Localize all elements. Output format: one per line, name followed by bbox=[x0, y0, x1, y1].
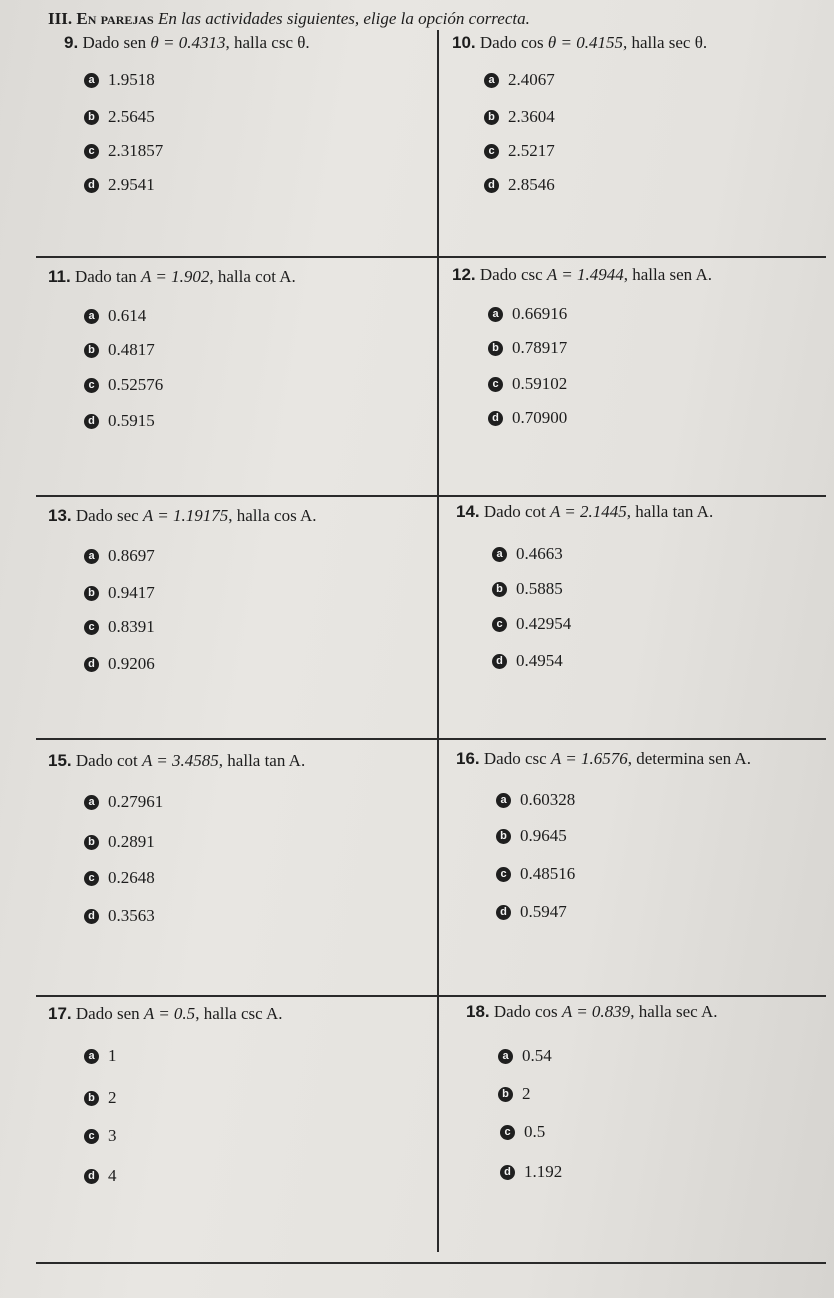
section-title: En parejas bbox=[76, 9, 154, 28]
option-letter-badge: b bbox=[492, 582, 507, 597]
option-letter-badge: a bbox=[84, 1049, 99, 1064]
option-a[interactable]: a 0.8697 bbox=[84, 546, 155, 566]
row-divider bbox=[36, 495, 826, 497]
option-letter-badge: d bbox=[488, 411, 503, 426]
question-17: 17. Dado sen A = 0.5, halla csc A. bbox=[48, 1004, 283, 1023]
option-letter-badge: d bbox=[84, 657, 99, 672]
row-divider bbox=[36, 738, 826, 740]
option-d[interactable]: d 2.8546 bbox=[484, 175, 555, 195]
option-letter-badge: c bbox=[84, 1129, 99, 1144]
row-divider bbox=[36, 1262, 826, 1264]
option-b[interactable]: b 0.9645 bbox=[496, 826, 567, 846]
option-d[interactable]: d 0.9206 bbox=[84, 654, 155, 674]
option-b[interactable]: b 0.2891 bbox=[84, 832, 155, 852]
question-10: 10. Dado cos θ = 0.4155, halla sec θ. bbox=[452, 33, 708, 52]
question-number: 16. bbox=[456, 749, 480, 768]
section-instruction: En las actividades siguientes, elige la opción correcta. bbox=[157, 9, 530, 28]
option-letter-badge: a bbox=[484, 73, 499, 88]
option-a[interactable]: a 0.66916 bbox=[488, 304, 567, 324]
option-a[interactable]: a 0.614 bbox=[84, 306, 146, 326]
option-letter-badge: b bbox=[84, 586, 99, 601]
option-letter-badge: b bbox=[496, 829, 511, 844]
option-b[interactable]: b 0.78917 bbox=[488, 338, 567, 358]
option-letter-badge: b bbox=[498, 1087, 513, 1102]
option-letter-badge: c bbox=[84, 378, 99, 393]
option-letter-badge: a bbox=[84, 309, 99, 324]
option-letter-badge: a bbox=[84, 549, 99, 564]
option-a[interactable]: a 2.4067 bbox=[484, 70, 555, 90]
question-13: 13. Dado sec A = 1.19175, halla cos A. bbox=[48, 506, 317, 525]
question-12: 12. Dado csc A = 1.4944, halla sen A. bbox=[452, 265, 713, 284]
row-divider bbox=[36, 256, 826, 258]
option-letter-badge: c bbox=[488, 377, 503, 392]
option-letter-badge: d bbox=[84, 1169, 99, 1184]
option-letter-badge: b bbox=[84, 343, 99, 358]
option-b[interactable]: b 0.9417 bbox=[84, 583, 155, 603]
section-header bbox=[48, 9, 530, 29]
option-d[interactable]: d 0.70900 bbox=[488, 408, 567, 428]
option-letter-badge: d bbox=[84, 909, 99, 924]
section-number: III. bbox=[48, 9, 73, 28]
option-d[interactable]: d 0.4954 bbox=[492, 651, 563, 671]
question-16: 16. Dado csc A = 1.6576, determina sen A. bbox=[456, 749, 751, 768]
option-letter-badge: a bbox=[84, 73, 99, 88]
question-18: 18. Dado cos A = 0.839, halla sec A. bbox=[466, 1002, 718, 1021]
option-c[interactable]: c 3 bbox=[84, 1126, 117, 1146]
option-d[interactable]: d 0.5947 bbox=[496, 902, 567, 922]
option-d[interactable]: d 2.9541 bbox=[84, 175, 155, 195]
option-c[interactable]: c 0.2648 bbox=[84, 868, 155, 888]
option-b[interactable]: b 2 bbox=[498, 1084, 531, 1104]
option-letter-badge: a bbox=[84, 795, 99, 810]
option-letter-badge: c bbox=[492, 617, 507, 632]
option-c[interactable]: c 0.48516 bbox=[496, 864, 575, 884]
option-letter-badge: c bbox=[496, 867, 511, 882]
option-letter-badge: d bbox=[496, 905, 511, 920]
option-letter-badge: a bbox=[496, 793, 511, 808]
question-number: 12. bbox=[452, 265, 476, 284]
option-letter-badge: b bbox=[488, 341, 503, 356]
option-d[interactable]: d 0.5915 bbox=[84, 411, 155, 431]
option-c[interactable]: c 0.59102 bbox=[488, 374, 567, 394]
option-letter-badge: c bbox=[484, 144, 499, 159]
question-14: 14. Dado cot A = 2.1445, halla tan A. bbox=[456, 502, 714, 521]
question-9: 9. Dado sen θ = 0.4313, halla csc θ. bbox=[64, 33, 310, 52]
option-letter-badge: b bbox=[84, 835, 99, 850]
question-number: 9. bbox=[64, 33, 79, 52]
option-c[interactable]: c 0.8391 bbox=[84, 617, 155, 637]
column-divider bbox=[437, 30, 439, 1252]
question-number: 11. bbox=[48, 267, 71, 286]
option-b[interactable]: b 0.4817 bbox=[84, 340, 155, 360]
question-number: 17. bbox=[48, 1004, 72, 1023]
option-c[interactable]: c 0.42954 bbox=[492, 614, 571, 634]
option-a[interactable]: a 1.9518 bbox=[84, 70, 155, 90]
option-letter-badge: c bbox=[84, 620, 99, 635]
option-a[interactable]: a 1 bbox=[84, 1046, 117, 1066]
option-letter-badge: a bbox=[498, 1049, 513, 1064]
option-b[interactable]: b 2.5645 bbox=[84, 107, 155, 127]
option-c[interactable]: c 2.5217 bbox=[484, 141, 555, 161]
option-letter-badge: d bbox=[84, 414, 99, 429]
option-letter-badge: d bbox=[484, 178, 499, 193]
option-letter-badge: b bbox=[84, 110, 99, 125]
option-letter-badge: d bbox=[492, 654, 507, 669]
option-letter-badge: c bbox=[84, 871, 99, 886]
question-number: 13. bbox=[48, 506, 72, 525]
option-d[interactable]: d 4 bbox=[84, 1166, 117, 1186]
question-number: 15. bbox=[48, 751, 72, 770]
option-letter-badge: d bbox=[84, 178, 99, 193]
question-11: 11. Dado tan A = 1.902, halla cot A. bbox=[48, 267, 296, 286]
option-d[interactable]: d 0.3563 bbox=[84, 906, 155, 926]
option-b[interactable]: b 0.5885 bbox=[492, 579, 563, 599]
option-a[interactable]: a 0.27961 bbox=[84, 792, 163, 812]
option-letter-badge: a bbox=[492, 547, 507, 562]
row-divider bbox=[36, 995, 826, 997]
option-b[interactable]: b 2.3604 bbox=[484, 107, 555, 127]
option-b[interactable]: b 2 bbox=[84, 1088, 117, 1108]
question-number: 18. bbox=[466, 1002, 490, 1021]
option-c[interactable]: c 0.52576 bbox=[84, 375, 163, 395]
question-number: 14. bbox=[456, 502, 480, 521]
option-c[interactable]: c 0.5 bbox=[500, 1122, 545, 1142]
option-c[interactable]: c 2.31857 bbox=[84, 141, 163, 161]
question-15: 15. Dado cot A = 3.4585, halla tan A. bbox=[48, 751, 306, 770]
question-number: 10. bbox=[452, 33, 476, 52]
option-a[interactable]: a 0.54 bbox=[498, 1046, 552, 1066]
option-d[interactable]: d 1.192 bbox=[500, 1162, 562, 1182]
option-letter-badge: c bbox=[500, 1125, 515, 1140]
option-a[interactable]: a 0.4663 bbox=[492, 544, 563, 564]
option-letter-badge: b bbox=[484, 110, 499, 125]
option-letter-badge: b bbox=[84, 1091, 99, 1106]
option-letter-badge: d bbox=[500, 1165, 515, 1180]
option-a[interactable]: a 0.60328 bbox=[496, 790, 575, 810]
option-letter-badge: c bbox=[84, 144, 99, 159]
option-letter-badge: a bbox=[488, 307, 503, 322]
